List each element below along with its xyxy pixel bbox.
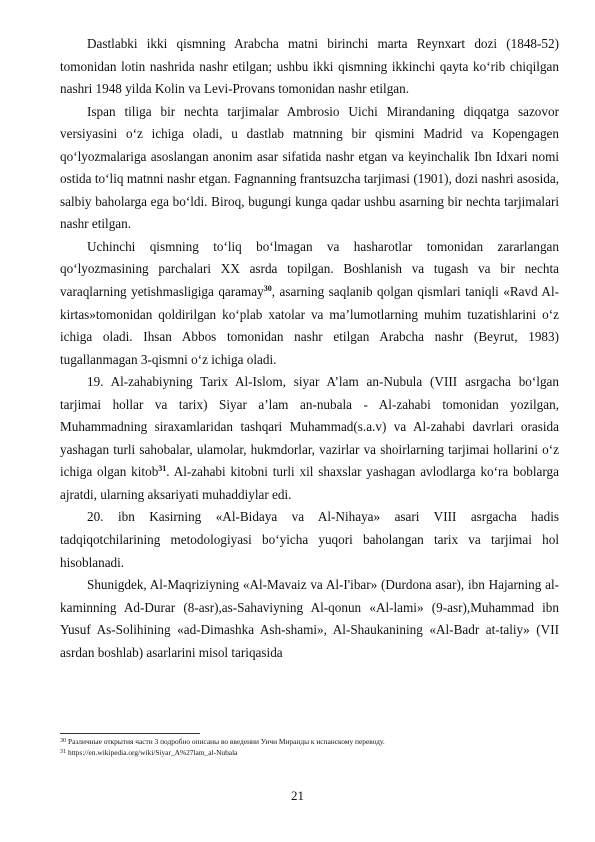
body-text xyxy=(60,33,559,664)
footnote-31: $^{31}$ https://en.wikipedia.org/wiki/Siyar_A%27lam_al-Nubala xyxy=(60,748,238,757)
paragraph-1: Dastlabki ikki qismning Arabcha matni birinchi marta Reynxart dozi (1848-52) tomonidan lotin nashrida nashr etilgan; ushbu ikki qismning ikkinchi qayta ko‘rib chiqilgan nashri 1948 yilda Kolin va Levi-Provans tomonidan nashr etilgan. xyxy=(60,36,559,97)
footnotes xyxy=(60,736,559,758)
paragraph-2: Ispan tiliga bir nechta tarjimalar Ambrosio Uichi Mirandaning diqqatga sazovor versiyasini o‘z ichiga oladi, u dastlab matnning bir qismini Madrid va Kopengagen qo‘lyozmalariga asoslangan anonim asar sifatida nashr etgan va keyinchalik Ibn Idxari nomi ostida to‘liq matnni nashr etgan. Fagnanning frantsuzcha tarjimasi (1901), dozi nashri asosida, salbiy baholarga ega bo‘ldi. Biroq, bugungi kunga qadar ushbu asarning bir nechta tarjimalari nashr etilgan. xyxy=(60,103,559,232)
footnote-30: $^{30}$ Различные открытия части 3 подробно описаны во введении Уичи Миранды к испанскому переводу. xyxy=(60,737,385,746)
footnote-ref-31[interactable]: 31 xyxy=(158,464,167,474)
paragraph-6: Shunigdek, Al-Maqriziyning «Al-Mavaiz va Al-I'ibar» (Durdona asar), ibn Hajarning al-kaminning Ad-Durar (8-asr),as-Sahaviyning Al-qonun «Al-lami» (9-asr),Muhammad ibn Yusuf As-Solihining «ad-Dimashka Ash-shami», Al-Shaukanining «Al-Badr at-taliy» (VII asrdan boshlab) asarlarini misol tariqasida xyxy=(60,577,559,660)
paragraph-3: Uchinchi qismning to‘liq bo‘lmagan va hasharotlar tomonidan zararlangan qo‘lyozmasining parchalari XX asrda topilgan. Boshlanish va tugash va bir nechta varaqlarning yetishmasligiga qaramay$^{30}$, asarning saqlanib qolgan qismlari taniqli «Ravd Al-kirtas»tomonidan qoldirilgan ko‘plab xatolar va ma’lumotlarning muhim tuzatishlarini o‘z ichiga oladi. Ihsan Abbos tomonidan nashr etilgan Arabcha nashr (Beyrut, 1983) tugallanmagan 3-qismni o‘z ichiga oladi. xyxy=(60,238,560,367)
footnote-link[interactable]: https://en.wikipedia.org/wiki/Siyar_A%27lam_al-Nubala xyxy=(68,748,238,757)
footnote-divider xyxy=(60,733,200,734)
paragraph-5: 20. ibn Kasirning «Al-Bidaya va Al-Nihaya» asari VIII asrgacha hadis tadqiqotchilarining metodologiyasi bo‘yicha yuqori baholangan tarix va tarjimai hol hisoblanadi. xyxy=(60,509,559,570)
footnote-ref-30[interactable]: 30 xyxy=(263,284,272,294)
paragraph-4: 19. Al-zahabiyning Tarix Al-Islom, siyar A’lam an-Nubula (VIII asrgacha bo‘lgan tarjimai hollar va tarix) Siyar a’lam an-nubala - Al-zahabi tomonidan yozilgan, Muhammadning siraxamlaridan tashqari Muhammad(s.a.v) va Al-zahabi davrlari orasida yashagan turli sahobalar, ulamolar, hukmdorlar, vazirlar va shoirlarning tarjimai hollarini o‘z ichiga olgan kitob$^{31}$. Al-zahabi kitobni turli xil shaxslar yashagan avlodlarga ko‘ra boblarga ajratdi, ularning aksariyati muhaddiylar edi. xyxy=(60,374,559,502)
page-number: 21 xyxy=(291,788,304,803)
